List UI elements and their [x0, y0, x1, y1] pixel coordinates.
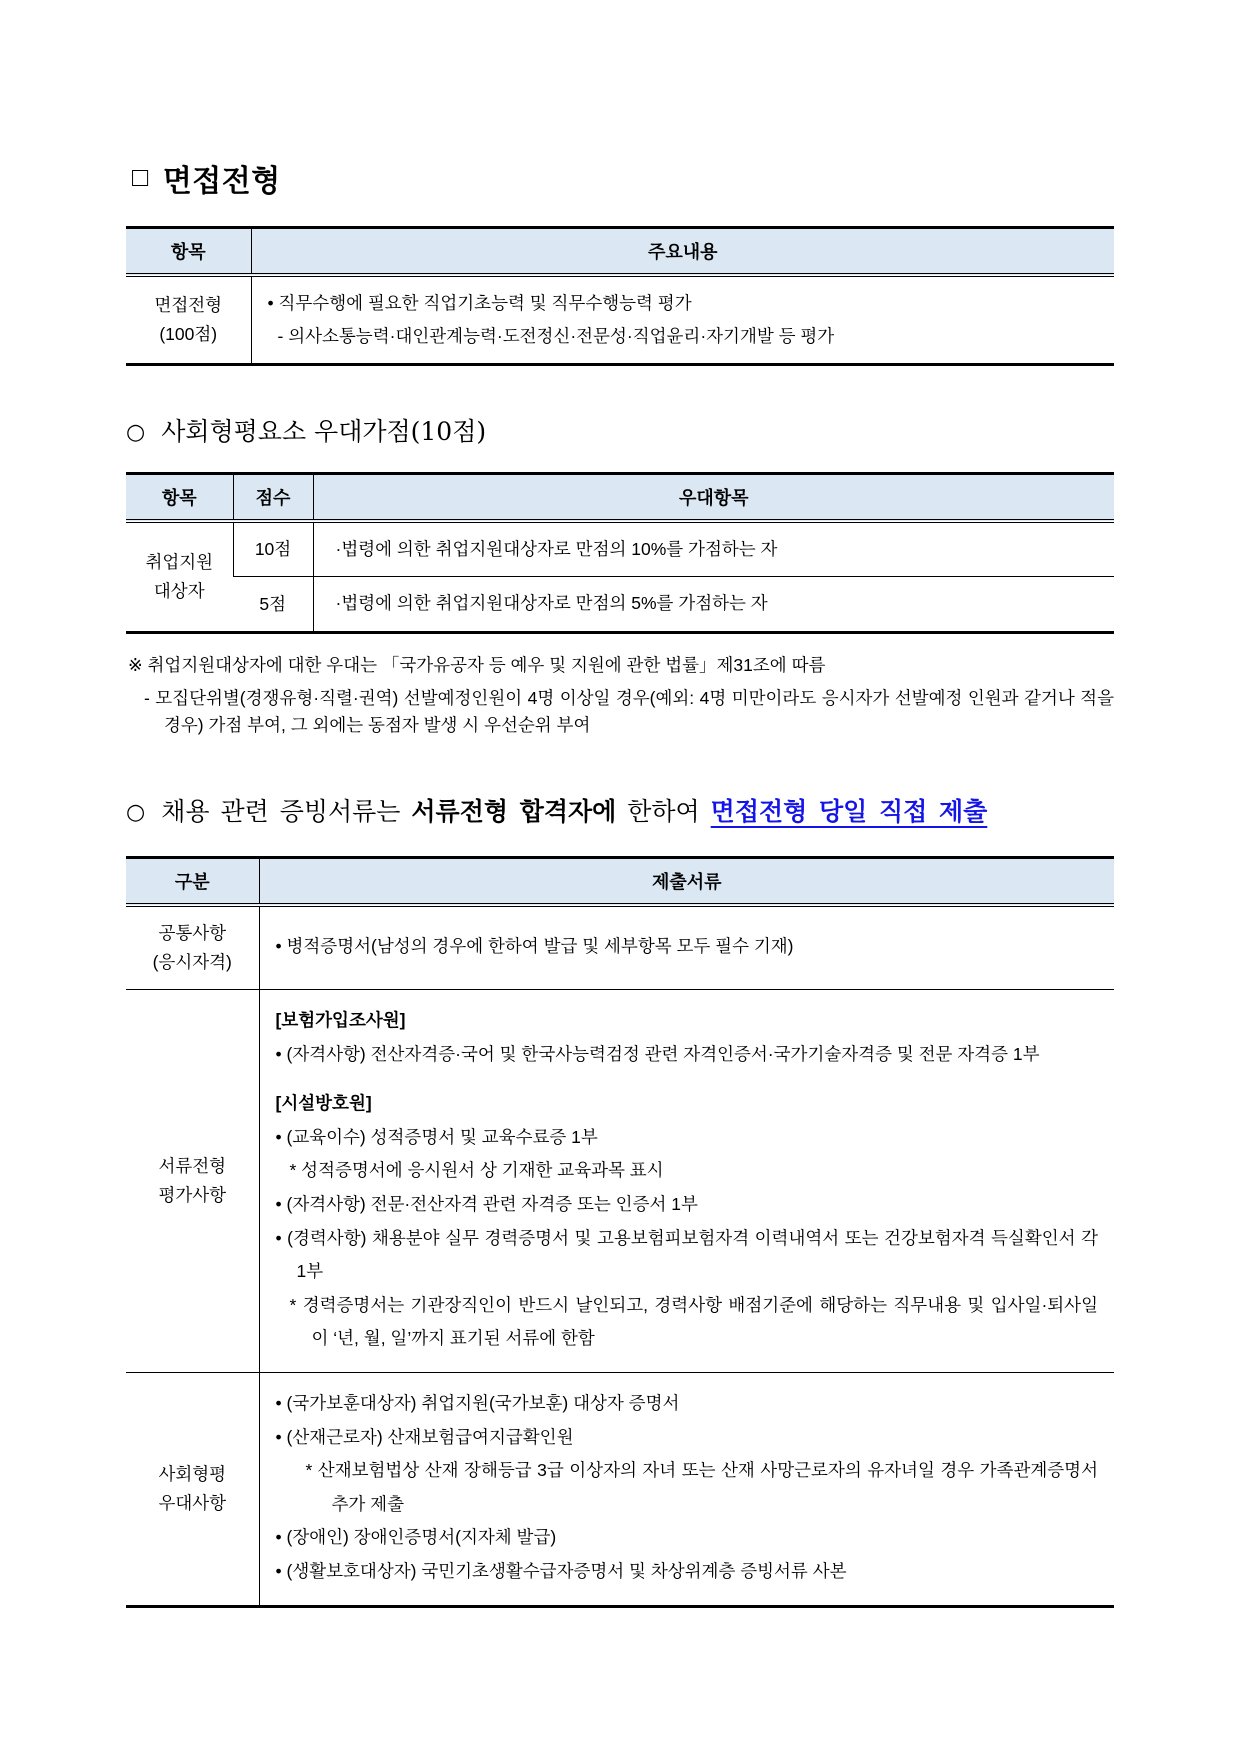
- square-bullet-icon: □: [132, 161, 149, 192]
- col-header-content: 주요내용: [251, 228, 1114, 276]
- page-title-text: 면접전형: [162, 165, 281, 198]
- content-subnote: * 성적증명서에 응시원서 상 기재한 교육과목 표시: [289, 1160, 664, 1181]
- required-documents-table: [126, 856, 1114, 1607]
- table-row-common: [126, 905, 1114, 989]
- row-label-line: 사회형평: [158, 1463, 227, 1484]
- row-content-cell: [259, 1372, 1114, 1606]
- col-header-preference: 우대항목: [313, 474, 1114, 522]
- table-row-screening: [126, 990, 1114, 1373]
- page-title: [132, 156, 1114, 200]
- content-line: • 직무수행에 필요한 직업기초능력 및 직무수행능력 평가: [267, 293, 692, 313]
- row-label-cell: [126, 275, 251, 365]
- circle-bullet-icon: ○: [126, 800, 146, 826]
- row-label-cell: [126, 905, 259, 989]
- bonus-points-table: [126, 472, 1114, 633]
- section-heading-text: 사회형평요소 우대가점(10점): [161, 417, 487, 447]
- row-label-cell: [126, 990, 259, 1373]
- score-cell: 5점: [233, 577, 313, 632]
- content-line: ·법령에 의한 취업지원대상자로 만점의 10%를 가점하는 자: [335, 539, 778, 560]
- section-heading-bonus-points: [126, 412, 1114, 448]
- content-line: ·법령에 의한 취업지원대상자로 만점의 5%를 가점하는 자: [335, 593, 768, 614]
- row-label-cell: [126, 521, 233, 632]
- table-header-row: [126, 474, 1114, 522]
- row-label-line: 평가사항: [158, 1185, 227, 1205]
- content-line: • (장애인) 장애인증명서(지자체 발급): [275, 1527, 557, 1548]
- row-content-cell: [259, 905, 1114, 989]
- row-label-line: 대상자: [153, 580, 205, 601]
- content-line: • (생활보호대상자) 국민기초생활수급자증명서 및 차상위계층 증빙서류 사본: [275, 1560, 847, 1581]
- row-label-line: (100점): [159, 324, 218, 345]
- col-header-item: 항목: [126, 228, 251, 276]
- content-line: • 병적증명서(남성의 경우에 한하여 발급 및 세부항목 모두 필수 기재): [275, 936, 794, 957]
- group-title: [시설방호원]: [275, 1093, 372, 1114]
- table-header-row: [126, 228, 1114, 276]
- preference-cell: [313, 577, 1114, 632]
- score-cell: 10점: [233, 521, 313, 577]
- col-header-score: 점수: [233, 474, 313, 522]
- row-label-line: 면접전형: [154, 295, 223, 316]
- content-line: • (경력사항) 채용분야 실무 경력증명서 및 고용보험피보험자격 이력내역서 또는 건강보험자격 득실확인서 각 1부: [275, 1227, 1098, 1282]
- row-label-line: 우대사항: [158, 1492, 227, 1513]
- heading-segment-emphasis: 면접전형 당일 직접 제출: [710, 797, 988, 827]
- table-header-row: [126, 858, 1114, 906]
- group-title: [보험가입조사원]: [275, 1010, 406, 1031]
- content-line: • (교육이수) 성적증명서 및 교육수료증 1부: [275, 1126, 598, 1147]
- table-row: [126, 275, 1114, 365]
- row-label-line: 취업지원: [145, 552, 214, 572]
- content-line: • (산재근로자) 산재보험급여지급확인원: [275, 1426, 574, 1447]
- heading-segment: 채용 관련 증빙서류는: [161, 797, 412, 827]
- row-label-line: (응시자격): [152, 952, 232, 973]
- footnote-line: - 모집단위별(경쟁유형·직렬·권역) 선발예정인원이 4명 이상일 경우(예외: 4명 미만이라도 응시자가 선발예정 인원과 같거나 적을 경우) 가점 부여, 그 외에는 동점자 발생 시 우선순위 부여: [144, 688, 1114, 735]
- footnote-line: ※ 취업지원대상자에 대한 우대는 「국가유공자 등 예우 및 지원에 관한 법률」제31조에 따름: [128, 654, 826, 675]
- interview-table: [126, 226, 1114, 366]
- content-line: - 의사소통능력·대인관계능력·도전정신·전문성·직업윤리·자기개발 등 평가: [277, 326, 835, 347]
- table-row-social-equity: [126, 1372, 1114, 1606]
- content-line: • (자격사항) 전산자격증·국어 및 한국사능력검정 관련 자격인증서·국가기술자격증 및 전문 자격증 1부: [275, 1043, 1040, 1064]
- content-line: • (자격사항) 전문·전산자격 관련 자격증 또는 인증서 1부: [275, 1194, 698, 1214]
- content-subnote: * 산재보험법상 산재 장해등급 3급 이상자의 자녀 또는 산재 사망근로자의 유자녀일 경우 가족관계증명서 추가 제출: [305, 1460, 1098, 1514]
- col-header-category: 구분: [126, 858, 259, 906]
- content-line: • (국가보훈대상자) 취업지원(국가보훈) 대상자 증명서: [275, 1392, 680, 1413]
- col-header-documents: 제출서류: [259, 858, 1114, 906]
- heading-segment: 한하여: [616, 797, 711, 827]
- footnotes: [126, 652, 1114, 739]
- row-content-cell: [251, 275, 1114, 365]
- section-heading-documents: [126, 792, 1114, 828]
- row-content-cell: [259, 990, 1114, 1373]
- row-label-cell: [126, 1372, 259, 1606]
- col-header-item: 항목: [126, 474, 233, 522]
- content-subnote: * 경력증명서는 기관장직인이 반드시 날인되고, 경력사항 배점기준에 해당하는 직무내용 및 입사일·퇴사일이 ‘년, 월, 일’까지 표기된 서류에 한함: [289, 1294, 1098, 1349]
- table-row: [126, 577, 1114, 632]
- row-label-line: 공통사항: [158, 923, 227, 944]
- circle-bullet-icon: ○: [126, 420, 146, 446]
- table-row: [126, 521, 1114, 577]
- heading-segment-bold: 서류전형 합격자에: [411, 797, 617, 827]
- row-label-line: 서류전형: [158, 1156, 227, 1177]
- preference-cell: [313, 521, 1114, 577]
